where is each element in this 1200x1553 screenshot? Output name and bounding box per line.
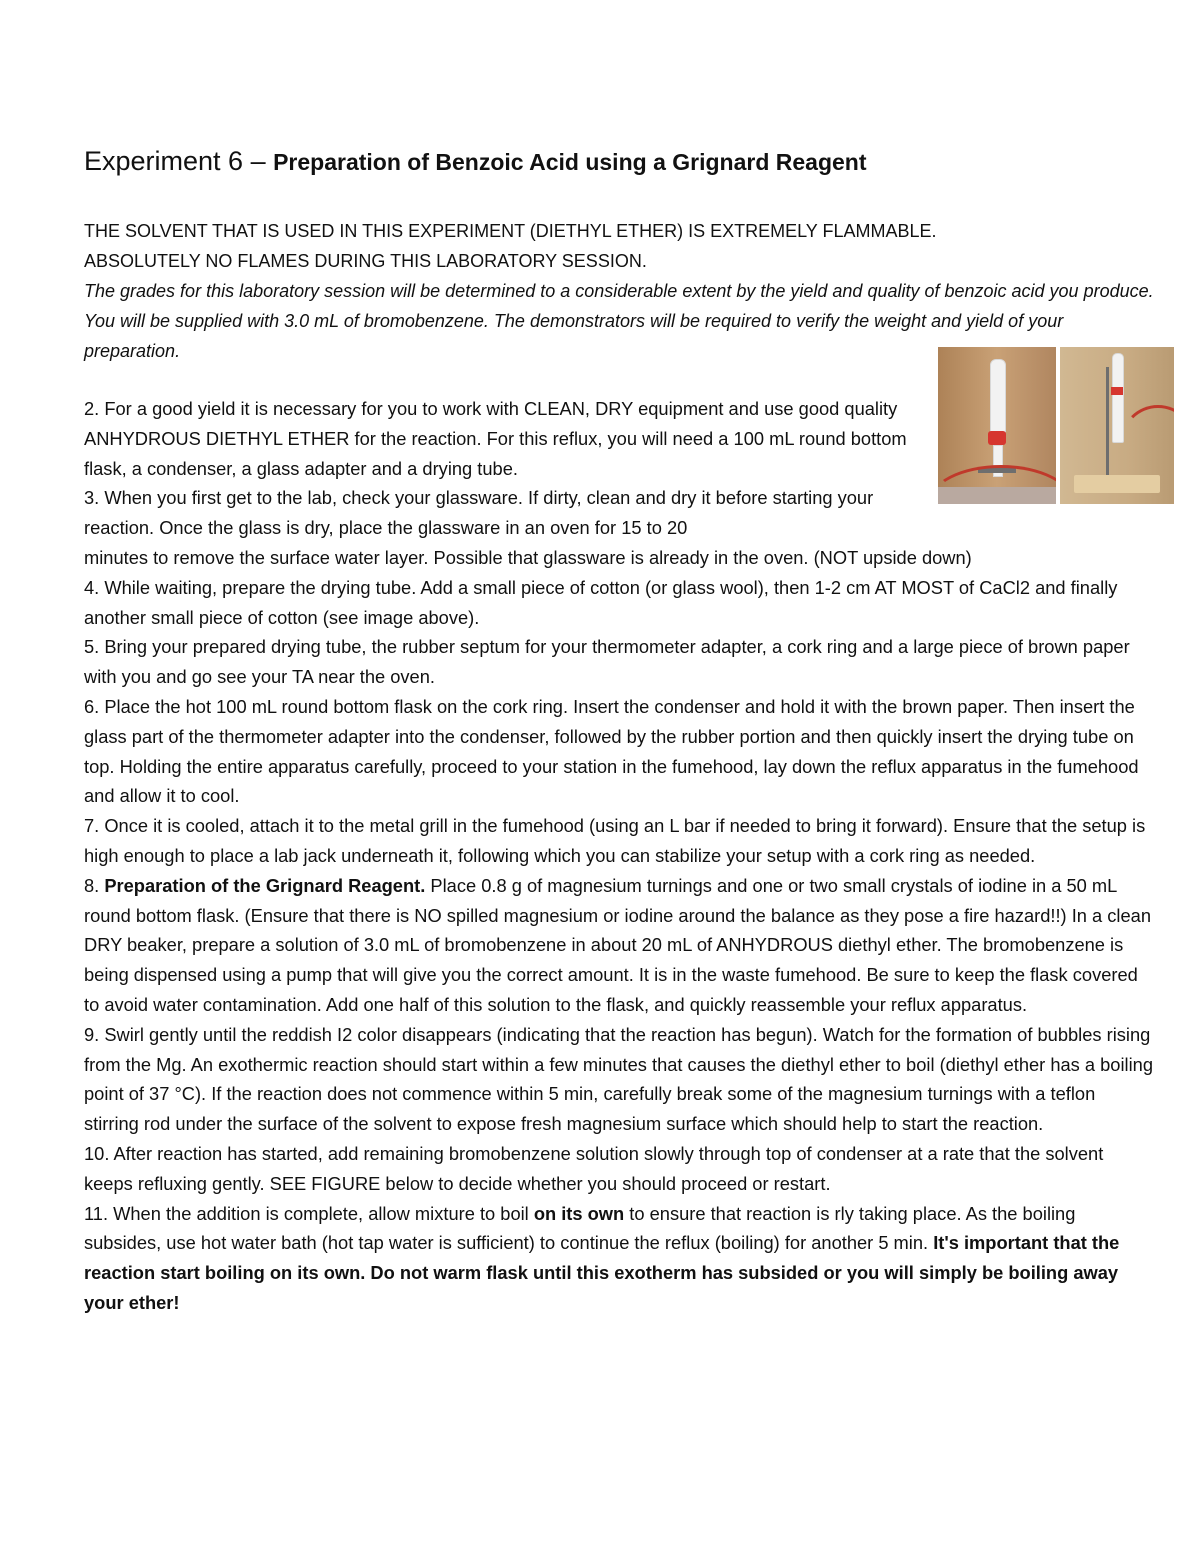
grading-note: The grades for this laboratory session will be determined to a considerable extent by the yield and quality of benzoic acid you produce. You will be supplied with 3.0 mL of bromobenzene. The demonstrators will be required to verify the weight and yield of your preparation. <box>84 281 1154 361</box>
step-7: 7. Once it is cooled, attach it to the metal grill in the fumehood (using an L bar if needed to bring it forward). Ensure that the setup is high enough to place a lab jack underneath it, following which you can stabilize your setup with a cork ring as needed. <box>84 815 1146 866</box>
title-main: Preparation of Benzoic Acid using a Grignard Reagent <box>273 149 867 175</box>
step-2: 2. For a good yield it is necessary for you to work with CLEAN, DRY equipment and use good quality ANHYDROUS DIETHYL ETHER for the reaction. For this reflux, you will need a 100 mL round bottom flask, a condenser, a glass adapter and a drying tube. <box>84 398 907 479</box>
procedure-steps <box>84 394 1154 1318</box>
title-prefix: Experiment 6 – <box>84 146 274 176</box>
step-8 <box>84 871 1154 1020</box>
step-8-heading: Preparation of the Grignard Reagent. <box>104 874 426 896</box>
step-11-emphasis-1: on its own <box>533 1202 625 1224</box>
warning-line-2: ABSOLUTELY NO FLAMES DURING THIS LABORATORY SESSION. <box>84 251 647 271</box>
step-8-number: 8. <box>84 874 105 896</box>
step-9: 9. Swirl gently until the reddish I2 color disappears (indicating that the reaction has begun). Watch for the formation of bubbles rising from the Mg. An exothermic reaction should start within a few minutes that causes the diethyl ether to boil (diethyl ether has a boiling point of 37 °C). If the reaction does not commence within 5 min, carefully break some of the magnesium turnings with a teflon stirring rod under the surface of the solvent to expose fresh magnesium surface which should help to start the reaction. <box>84 1023 1153 1135</box>
warning-line-1: THE SOLVENT THAT IS USED IN THIS EXPERIMENT (DIETHYL ETHER) IS EXTREMELY FLAMMABLE. <box>84 221 937 241</box>
step-6: 6. Place the hot 100 mL round bottom flask on the cork ring. Insert the condenser and hold it with the brown paper. Then insert the glass part of the thermometer adapter into the condenser, followed by the rubber portion and then quickly insert the drying tube on top. Holding the entire apparatus carefully, proceed to your station in the fumehood, lay down the reflux apparatus in the fumehood and allow it to cool. <box>84 695 1139 807</box>
step-11 <box>84 1199 1154 1318</box>
step-5: 5. Bring your prepared drying tube, the rubber septum for your thermometer adapter, a cork ring and a large piece of brown paper with you and go see your TA near the oven. <box>84 636 1130 688</box>
step-4: 4. While waiting, prepare the drying tube. Add a small piece of cotton (or glass wool), then 1-2 cm AT MOST of CaCl2 and finally another small piece of cotton (see image above). <box>84 576 1118 628</box>
step-11-text-b: to ensure that reaction is rly taking place. As the boiling subsides, use hot water bath (hot tap water is sufficient) to continue the reflux (boiling) for another 5 min. <box>84 1202 1076 1254</box>
step-3-part-1: 3. When you first get to the lab, check your glassware. If dirty, clean and dry it before starting your reaction. Once the glass is dry, place the glassware in an oven for 15 to 20 <box>84 487 874 539</box>
page-title <box>84 143 867 180</box>
step-11-emphasis-2: It's important that the reaction start boiling on its own. Do not warm flask until this exotherm has subsided or you will simply be boiling away your ether! <box>84 1232 1120 1313</box>
step-8-text: Place 0.8 g of magnesium turnings and one or two small crystals of iodine in a 50 mL round bottom flask. (Ensure that there is NO spilled magnesium or iodine around the balance as they pose a fire hazard!!) In a clean DRY beaker, prepare a solution of 3.0 mL of bromobenzene in about 20 mL of ANHYDROUS diethyl ether. The bromobenzene is being dispensed using a pump that will give you the correct amount. It is in the waste fumehood. Be sure to keep the flask covered to avoid water contamination. Add one half of this solution to the flask, and quickly reassemble your reflux apparatus. <box>84 874 1151 1015</box>
step-3-part-2: minutes to remove the surface water layer. Possible that glassware is already in the oven. (NOT upside down) <box>84 546 972 568</box>
step-10: 10. After reaction has started, add remaining bromobenzene solution slowly through top of condenser at a rate that the solvent keeps refluxing gently. SEE FIGURE below to decide whether you should proceed or restart. <box>84 1142 1104 1194</box>
safety-warning <box>84 216 1154 366</box>
step-11-text-a: 11. When the addition is complete, allow mixture to boil <box>84 1202 534 1224</box>
